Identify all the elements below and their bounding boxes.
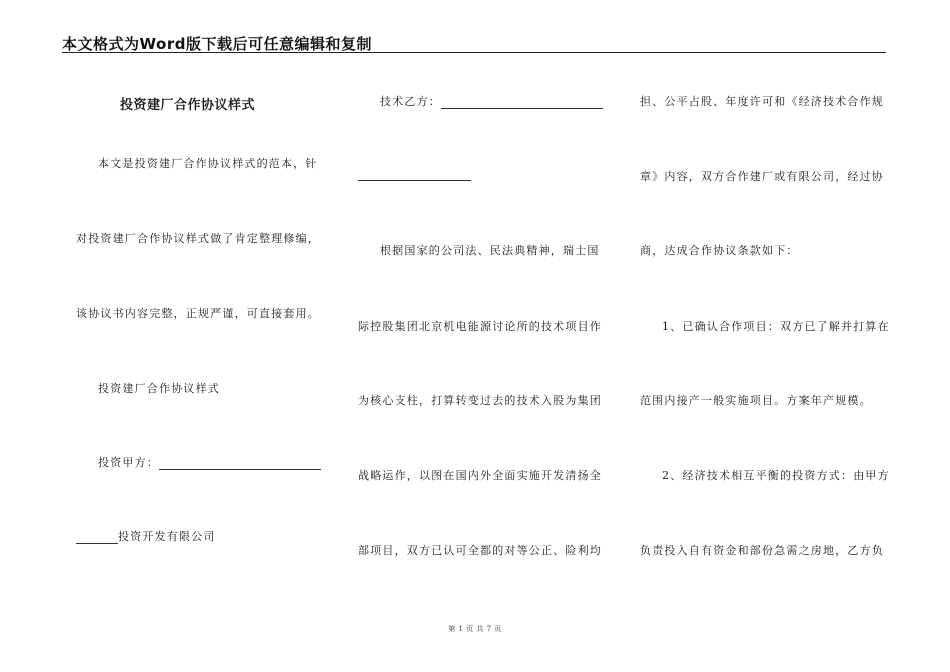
party-b-line [358, 93, 603, 109]
subtitle: 投资建厂合作协议样式 [98, 382, 220, 395]
document-title: 投资建厂合作协议样式 [120, 98, 256, 113]
party-a-label: 投资甲方： [98, 456, 159, 469]
party-b-label: 技术乙方： [380, 95, 441, 108]
party-a-blank [159, 457, 321, 470]
col2-line-4: 战略运作，以图在国内外全面实施开发清扬全 [358, 469, 602, 482]
party-b-blank-line [358, 168, 471, 181]
col2-line-5: 部项目，双方已认可全都的对等公正、险利均 [358, 544, 602, 557]
col3-line-7: 负责投入自有资金和部份急需之房地，乙方负 [640, 544, 884, 557]
col2-line-1: 根据国家的公司法、民法典精神，瑞士国 [380, 244, 600, 257]
col3-line-4: 1、已确认合作项目：双方已了解并打算在 [662, 320, 890, 333]
intro-line-2: 对投资建厂合作协议样式做了肯定整理修编， [76, 232, 320, 245]
company-line [76, 528, 216, 544]
col3-line-2: 章》内容，双方合作建厂或有限公司，经过协 [640, 170, 884, 183]
col3-line-6: 2、经济技术相互平衡的投资方式：由甲方 [662, 469, 890, 482]
banner-divider [62, 52, 886, 53]
col2-line-2: 际控股集团北京机电能源讨论所的技术项目作 [358, 320, 602, 333]
party-a-line [76, 454, 321, 470]
company-blank [76, 531, 118, 544]
col3-line-5: 范围内接产一般实施项目。方案年产规模。 [640, 394, 872, 407]
page-number: 第 1 页 共 7 页 [448, 625, 502, 633]
intro-line-3: 该协议书内容完整，正规严谨，可直接套用。 [76, 307, 320, 320]
party-b-blank-2 [358, 168, 471, 181]
col3-line-3: 商，达成合作协议条款如下： [640, 244, 799, 257]
party-b-blank [441, 96, 603, 109]
document-banner: 本文格式为Word版下载后可任意编辑和复制 [62, 35, 372, 53]
col3-line-1: 担、公平占股、年度许可和《经济技术合作规 [640, 95, 884, 108]
company-suffix: 投资开发有限公司 [118, 530, 216, 543]
intro-line-1: 本文是投资建厂合作协议样式的范本，针 [98, 157, 318, 170]
col2-line-3: 为核心支柱，打算转变过去的技术入股为集团 [358, 394, 602, 407]
